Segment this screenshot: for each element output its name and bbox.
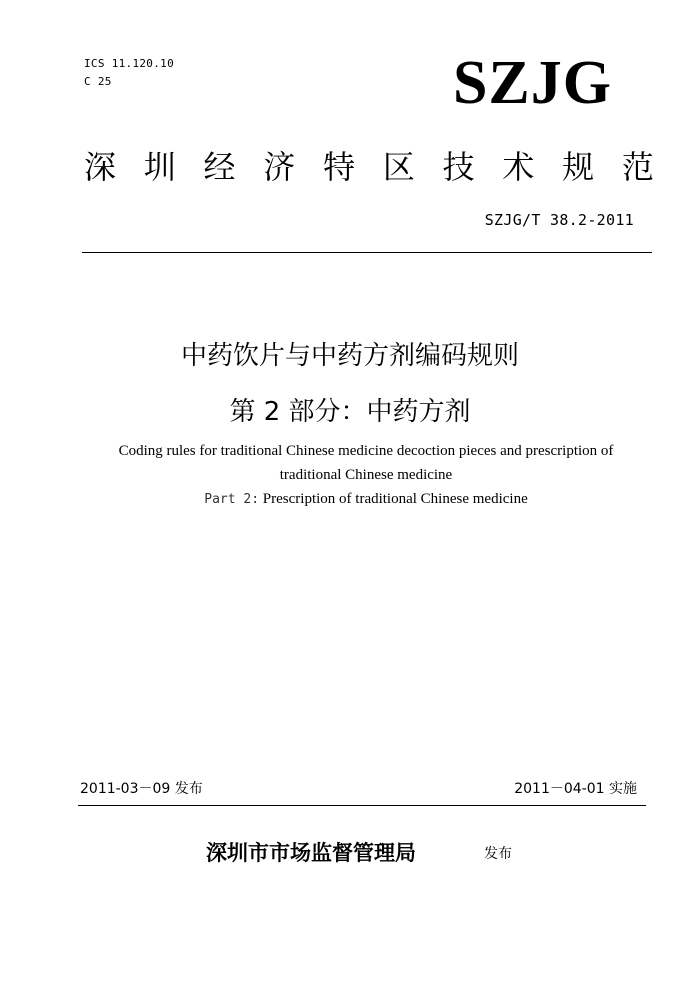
- header-divider: [82, 252, 652, 253]
- category-char: 技: [442, 148, 475, 186]
- english-part-title: [70, 488, 662, 511]
- chinese-title: 中药饮片与中药方剂编码规则: [180, 341, 519, 371]
- standard-logo: SZJG: [452, 49, 612, 117]
- standard-number: SZJG/T 38.2-2011: [484, 211, 634, 229]
- category-char: 规: [562, 148, 595, 186]
- category-char: 范: [621, 148, 654, 186]
- standard-category-title: [84, 145, 654, 189]
- category-char: 圳: [143, 148, 176, 186]
- issue-date: 2011-03－09 发布: [80, 781, 203, 797]
- english-part-text: Prescription of traditional Chinese medicine: [259, 491, 528, 507]
- english-part-label: Part 2:: [204, 492, 260, 507]
- category-char: 特: [323, 148, 356, 186]
- classification-codes: [84, 55, 174, 91]
- english-title-line-1: Coding rules for traditional Chinese medicine decoction pieces and prescription of: [118, 443, 614, 459]
- issuing-label: 发布: [484, 846, 512, 862]
- category-char: 术: [502, 148, 535, 186]
- ics-code: ICS 11.120.10: [84, 57, 174, 70]
- category-char: 济: [263, 148, 296, 186]
- category-char: 经: [203, 148, 236, 186]
- category-char: 深: [84, 148, 117, 186]
- english-title-line-2: traditional Chinese medicine: [279, 467, 453, 483]
- ccs-code: C 25: [84, 75, 112, 88]
- issuing-authority: 深圳市市场监督管理局: [206, 841, 416, 865]
- footer-divider: [78, 805, 646, 806]
- category-char: 区: [382, 148, 415, 186]
- implementation-date: 2011－04-01 实施: [514, 781, 637, 797]
- chinese-part-title: 第 2 部分：中药方剂: [229, 397, 471, 427]
